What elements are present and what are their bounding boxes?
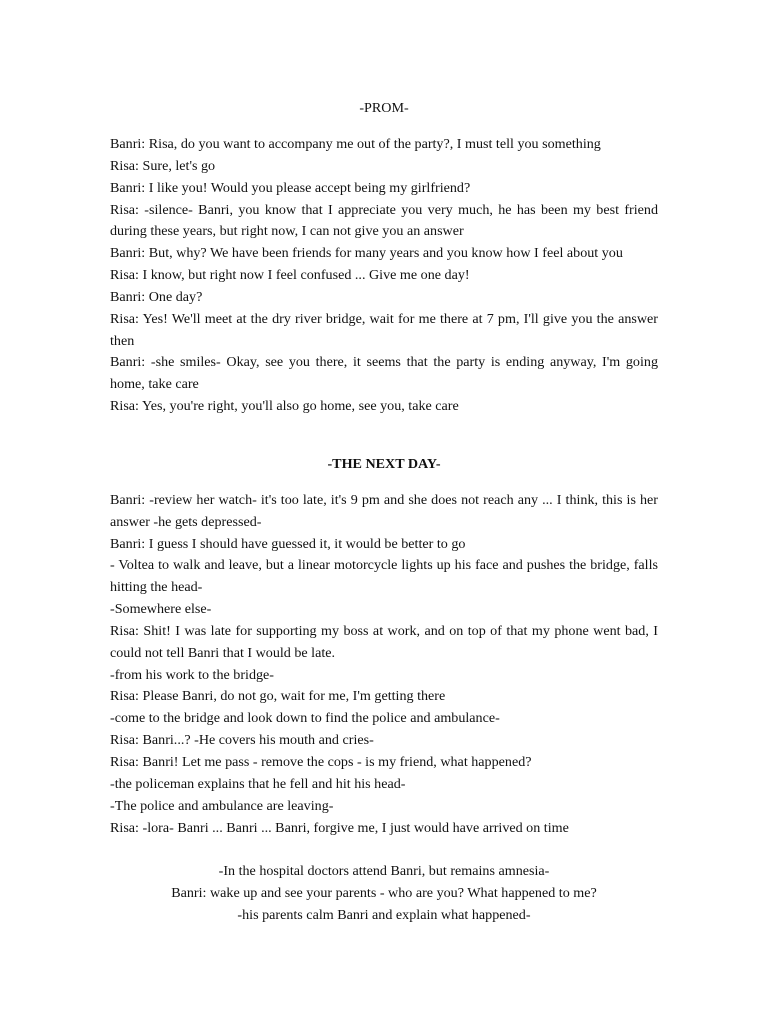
document-page xyxy=(110,84,658,927)
dialogue-line: -come to the bridge and look down to find the police and ambulance- xyxy=(110,710,500,727)
dialogue-line: - Voltea to walk and leave, but a linear motorcycle lights up his face and pushes the bridge, falls hitting the head- xyxy=(110,557,658,596)
section-spacer xyxy=(110,839,658,861)
dialogue-line: Banri: I like you! Would you please accept being my girlfriend? xyxy=(110,179,471,196)
section-title-prom: -PROM- xyxy=(359,100,409,117)
dialogue-line: Risa: Please Banri, do not go, wait for me, I'm getting there xyxy=(110,688,446,705)
section-spacer xyxy=(110,418,658,440)
dialogue-line: Banri: But, why? We have been friends for many years and you know how I feel about you xyxy=(110,245,623,262)
dialogue-line: Banri: Risa, do you want to accompany me out of the party?, I must tell you something xyxy=(110,136,601,153)
dialogue-line: Banri: -review her watch- it's too late, it's 9 pm and she does not reach any ... I think, this is her answer -he gets depressed- xyxy=(110,491,658,530)
dialogue-line: Risa: Banri! Let me pass - remove the cops - is my friend, what happened? xyxy=(110,754,532,770)
dialogue-line: Risa: Yes, you're right, you'll also go home, see you, take care xyxy=(110,398,459,415)
dialogue-line: Risa: I know, but right now I feel confused ... Give me one day! xyxy=(110,267,470,284)
dialogue-line: Risa: -silence- Banri, you know that I appreciate you very much, he has been my best friend during these years, but right now, I can not give you an answer xyxy=(110,201,658,240)
dialogue-line: -from his work to the bridge- xyxy=(110,666,274,683)
dialogue-line: Risa: Sure, let's go xyxy=(110,157,216,174)
dialogue-line: Risa: Banri...? -He covers his mouth and cries- xyxy=(110,732,374,749)
dialogue-line: -the policeman explains that he fell and hit his head- xyxy=(110,775,406,792)
dialogue-line: Banri: I guess I should have guessed it, it would be better to go xyxy=(110,535,466,552)
dialogue-line: Risa: Shit! I was late for supporting my boss at work, and on top of that my phone went bad, I could not tell Banri that I would be late. xyxy=(110,622,658,661)
stage-direction: -In the hospital doctors attend Banri, but remains amnesia- xyxy=(218,863,550,880)
dialogue-line: -The police and ambulance are leaving- xyxy=(110,797,334,814)
dialogue-line: Banri: One day? xyxy=(110,288,203,305)
dialogue-line: Banri: -she smiles- Okay, see you there, it seems that the party is ending anyway, I'm going home, take care xyxy=(110,354,658,393)
dialogue-line: -Somewhere else- xyxy=(110,601,212,618)
stage-direction: -his parents calm Banri and explain what happened- xyxy=(237,906,531,923)
dialogue-line: Banri: wake up and see your parents - who are you? What happened to me? xyxy=(171,885,597,902)
section-title-next-day: -THE NEXT DAY- xyxy=(327,455,441,472)
dialogue-line: Risa: -lora- Banri ... Banri ... Banri, forgive me, I just would have arrived on time xyxy=(110,819,569,836)
dialogue-line: Risa: Yes! We'll meet at the dry river bridge, wait for me there at 7 pm, I'll give you the answer then xyxy=(110,310,658,349)
